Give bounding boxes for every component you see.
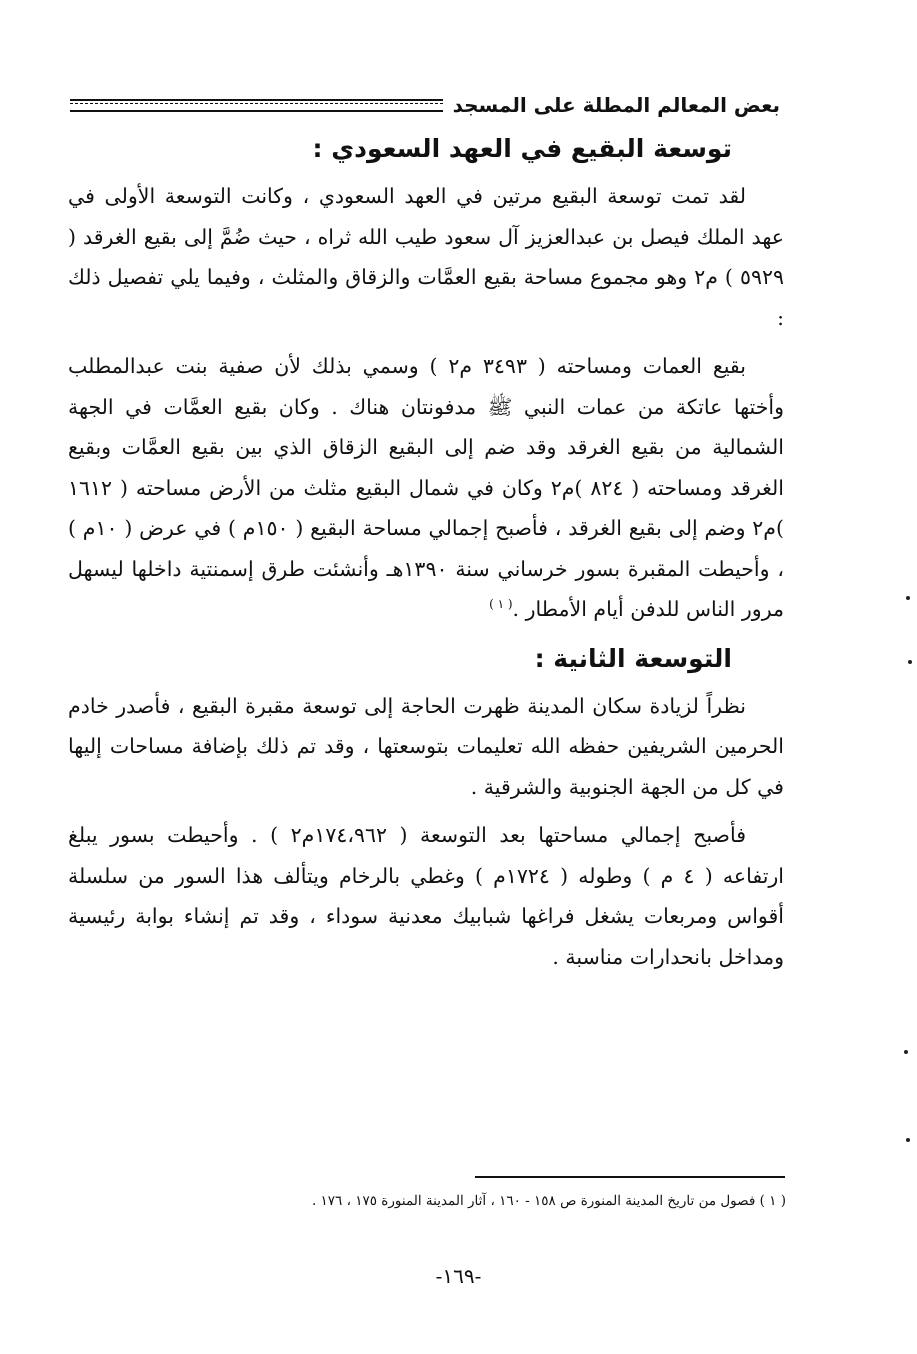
running-title: بعض المعالم المطلة على المسجد (452, 93, 780, 117)
paragraph: نظراً لزيادة سكان المدينة ظهرت الحاجة إلى توسعة مقبرة البقيع ، فأصدر خادم الحرمين الشريفين حفظه الله تعليمات بتوسعتها ، وقد تم ذلك بإضافة مساحات إليها في كل من الجهة الجنوبية والشرقية . (68, 693, 784, 799)
page-body (68, 128, 784, 985)
page-header (70, 88, 780, 122)
footnote: ( ١ ) فصول من تاريخ المدينة المنورة ص ١٥٨ - ١٦٠ ، آثار المدينة المنورة ١٧٥ ، ١٧٦ . (311, 1193, 786, 1209)
paragraph: فأصبح إجمالي مساحتها بعد التوسعة ( ١٧٤،٩٦٢م٢ ) . وأحيطت بسور يبلغ ارتفاعه ( ٤ م ) وطوله ( ١٧٢٤م ) وغطي بالرخام ويتألف هذا السور من سلسلة أقواس ومربعات يشغل فراغها شبابيك معدنية سوداء ، وقد تم إنشاء بوابة رئيسية ومداخل بانحدارات مناسبة . (68, 823, 785, 969)
paragraph (68, 346, 784, 630)
footnote-divider (475, 1176, 785, 1178)
footnote-marker: ( ١ ) (489, 597, 513, 612)
margin-speck (906, 596, 910, 600)
margin-speck (904, 1050, 908, 1054)
section-heading-second-expansion: التوسعة الثانية : (534, 643, 732, 673)
page-number: -١٦٩- (435, 1264, 482, 1288)
header-rule (70, 99, 443, 112)
margin-speck (908, 660, 912, 664)
paragraph: لقد تمت توسعة البقيع مرتين في العهد السعودي ، وكانت التوسعة الأولى في عهد الملك فيصل بن عبدالعزيز آل سعود طيب الله ثراه ، حيث ضُمَّ إلى بقيع الغرقد ( ٥٩٢٩ ) م٢ وهو مجموع مساحة بقيع العمَّات والزقاق والمثلث ، وفيما يلي تفصيل ذلك : (68, 184, 784, 330)
paragraph-text: بقيع العمات ومساحته ( ٣٤٩٣ م٢ ) وسمي بذلك لأن صفية بنت عبدالمطلب وأختها عاتكة من عمات النبي ﷺ مدفونتان هناك . وكان بقيع العمَّات في الجهة الشمالية من بقيع الغرقد وقد ضم إلى البقيع الزقاق الذي بين بقيع العمَّات وبقيع الغرقد ومساحته ( ٨٢٤ )م٢ وكان في شمال البقيع مثلث من الأرض مساحته ( ١٦١٢ )م٢ وضم إلى بقيع الغرقد ، فأصبح إجمالي مساحة البقيع ( ١٥٠م ) في عرض ( ١٠م ) ، وأحيطت المقبرة بسور خرساني سنة ١٣٩٠هـ وأنشئت طرق إسمنتية داخلها ليسهل مرور الناس للدفن أيام الأمطار . (68, 354, 785, 621)
margin-speck (906, 1138, 910, 1142)
section-heading-saudi-expansion: توسعة البقيع في العهد السعودي : (312, 134, 732, 163)
